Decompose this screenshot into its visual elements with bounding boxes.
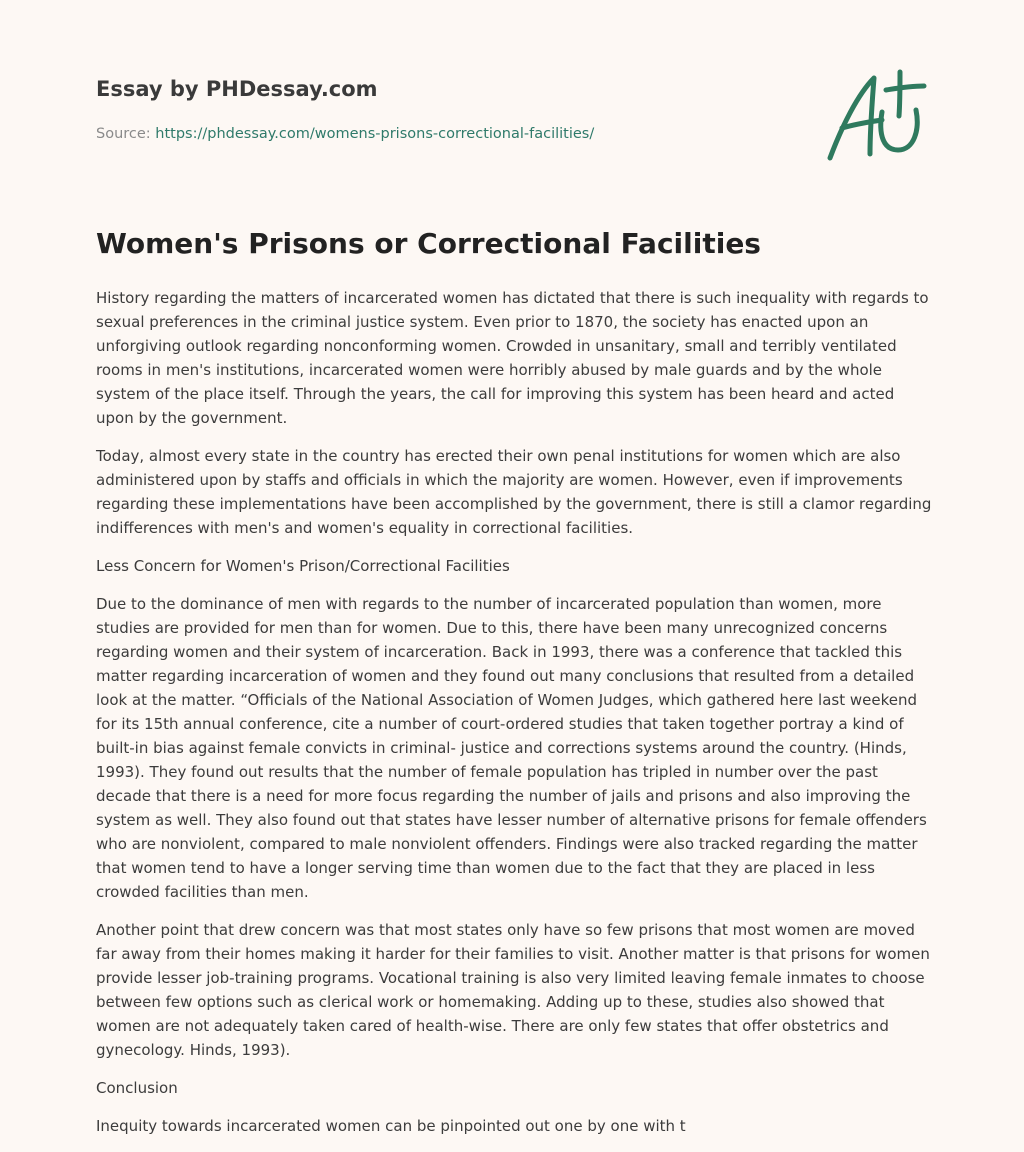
- essay-header: [96, 74, 796, 144]
- essay-paragraph: Inequity towards incarcerated women can be pinpointed out one by one with t: [96, 1117, 686, 1135]
- essay-paragraph: Today, almost every state in the country has erected their own penal institutions for women which are also administered upon by staffs and officials in which the majority are women. However, even if improvements regarding these implementations have been accomplished by the government, there is still a clamor regarding indifferences with men's and women's equality in correctional facilities.: [96, 447, 932, 537]
- essay-paragraph: Another point that drew concern was that most states only have so few prisons that most women are moved far away from their homes making it harder for their families to visit. Another matter is that prisons for women provide lesser job-training programs. Vocational training is also very limited leaving female inmates to choose between few options such as clerical work or homemaking. Adding up to these, studies also showed that women are not adequately taken cared of health-wise. There are only few states that offer obstetrics and gynecology. Hinds, 1993).: [96, 921, 930, 1059]
- page-title: Women's Prisons or Correctional Facilities: [96, 227, 761, 260]
- essay-body: [96, 286, 932, 1152]
- essay-paragraph: Due to the dominance of men with regards to the number of incarcerated population than women, more studies are provided for men than for women. Due to this, there have been many unrecognized concerns regarding women and their system of incarceration. Back in 1993, there was a conference that tackled this matter regarding incarceration of women and they found out many conclusions that resulted from a detailed look at the matter. “Officials of the National Association of Women Judges, which gathered here last weekend for its 15th annual conference, cite a number of court-ordered studies that taken together portray a kind of built-in bias against female convicts in criminal- justice and corrections systems around the country. (Hinds, 1993). They found out results that the number of female population has tripled in number over the past decade that there is a need for more focus regarding the number of jails and prisons and also improving the system as well. They also found out that states have lesser number of alternative prisons for female offenders who are nonviolent, compared to male nonviolent offenders. Findings were also tracked regarding the matter that women tend to have a longer serving time than women due to the fact that they are placed in less crowded facilities than men.: [96, 595, 927, 901]
- brand-title: Essay by PHDessay.com: [96, 77, 378, 101]
- a-plus-grade-icon: [820, 66, 930, 166]
- source-line: [96, 124, 796, 144]
- essay-paragraph: History regarding the matters of incarcerated women has dictated that there is such inequality with regards to sexual preferences in the criminal justice system. Even prior to 1870, the society has enacted upon an unforgiving outlook regarding nonconforming women. Crowded in unsanitary, small and terribly ventilated rooms in men's institutions, incarcerated women were horribly abused by male guards and by the whole system of the place itself. Through the years, the call for improving this system has been heard and acted upon by the government.: [96, 289, 929, 427]
- section-heading: Conclusion: [96, 1079, 178, 1097]
- source-label: Source:: [96, 126, 156, 142]
- section-heading: Less Concern for Women's Prison/Correctional Facilities: [96, 557, 510, 575]
- source-link[interactable]: https://phdessay.com/womens-prisons-correctional-facilities/: [155, 126, 595, 142]
